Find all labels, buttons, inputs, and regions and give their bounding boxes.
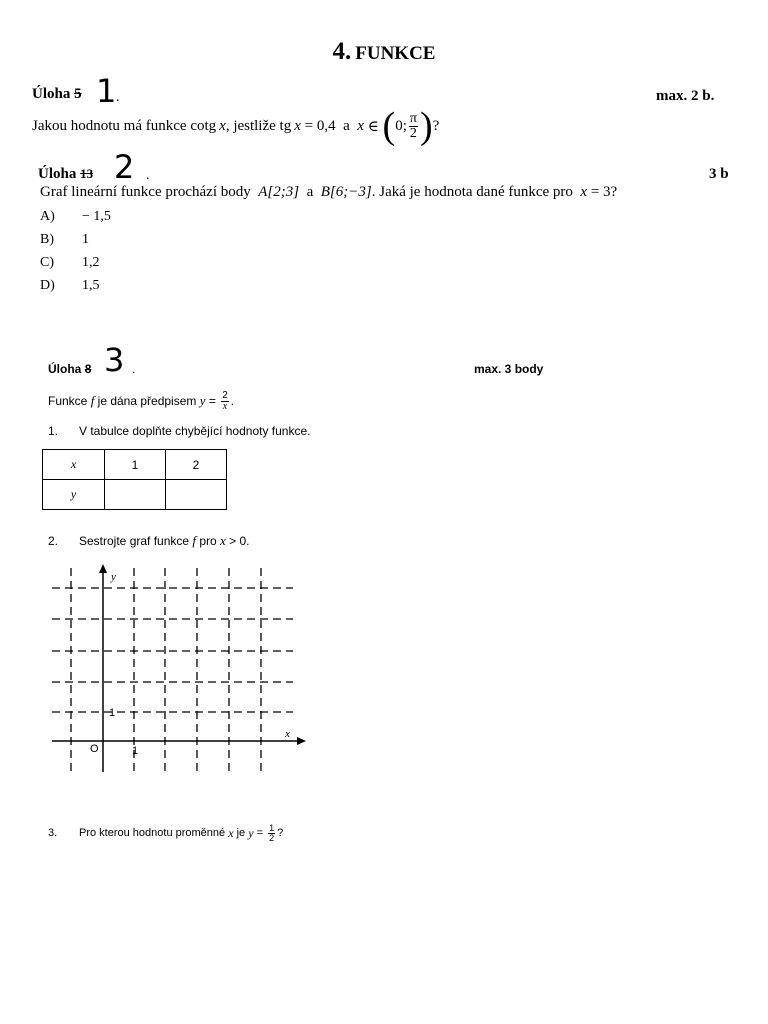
task1-q-x3: x <box>357 117 364 134</box>
sub3-frac-den: 2 <box>269 832 275 843</box>
title-number: 4. <box>332 38 352 65</box>
task1-points: max. 2 b. <box>656 88 715 104</box>
sub1-text: V tabulce doplňte chybějící hodnoty funkce. <box>79 424 311 438</box>
table-cell: 1 <box>105 450 166 480</box>
task2-q-a: Graf lineární funkce prochází body <box>40 184 259 200</box>
table-cell: x <box>43 450 105 480</box>
def-a: Funkce <box>48 394 91 408</box>
sub3-a: Pro kterou hodnotu proměnné <box>79 827 229 839</box>
task1-q-a: Jakou hodnotu má funkce <box>32 117 191 134</box>
task3-points: max. 3 body <box>474 362 544 376</box>
task2-q-d: = 3? <box>587 184 618 200</box>
task1-q-cot: cotg <box>190 117 217 134</box>
x-axis-arrow <box>297 737 306 745</box>
values-table <box>42 449 227 510</box>
def-den: x <box>222 400 228 412</box>
task2-dot: . <box>146 168 150 183</box>
option-letter: C) <box>40 255 54 270</box>
task2-heading <box>38 166 93 183</box>
option-value: 1,2 <box>82 255 100 270</box>
option-value: 1 <box>82 232 89 247</box>
task3-sub3 <box>48 818 283 848</box>
def-fraction <box>221 391 229 412</box>
sub2-c: > 0. <box>225 534 250 548</box>
option-letter: B) <box>40 232 54 247</box>
task2-q-x: x <box>580 184 588 200</box>
sub2-a: Sestrojte graf funkce <box>79 534 193 548</box>
task3-definition <box>48 385 234 417</box>
task3-handwritten-number: 3 <box>104 341 125 379</box>
task1-dot: . <box>116 90 120 105</box>
option-letter: A) <box>40 209 55 224</box>
task2-point-b: B[6;−3] <box>320 184 372 200</box>
task2-point-a: A[2;3] <box>258 184 300 200</box>
table-cell-input[interactable] <box>105 480 166 510</box>
def-eq: = <box>205 394 220 408</box>
task1-interval-open: ( <box>382 105 396 147</box>
task1-pi-half <box>409 112 418 141</box>
task2-struck-number: 13 <box>80 166 94 181</box>
sub3-x: x <box>228 825 234 840</box>
def-end: . <box>230 394 235 408</box>
task2-handwritten-number: 2 <box>114 148 135 186</box>
origin-label: O <box>90 743 99 755</box>
task2-option <box>40 232 89 248</box>
task1-pi: π <box>409 110 417 126</box>
coordinate-grid[interactable] <box>48 560 318 780</box>
sub1-number: 1. <box>48 424 59 438</box>
table-row <box>43 450 227 480</box>
task1-q-tg: tg <box>279 117 292 134</box>
sub3-end: ? <box>277 827 284 839</box>
task2-points: 3 b <box>709 166 729 182</box>
page-title <box>0 38 768 66</box>
horizontal-grid-lines <box>52 588 293 712</box>
sub2-x: x <box>220 533 226 548</box>
y-axis-label: y <box>111 571 116 583</box>
table-cell-input[interactable] <box>166 480 227 510</box>
table-cell: y <box>43 480 105 510</box>
task1-handwritten-number: 1 <box>96 72 117 110</box>
y-unit-label: 1 <box>109 707 116 719</box>
task2-q-c: . Jaká je hodnota dané funkce pro <box>371 184 581 200</box>
task3-sub1 <box>48 424 311 438</box>
task1-struck-number: 5 <box>74 86 82 102</box>
task3-sub2 <box>48 533 250 549</box>
def-y: y <box>199 393 206 408</box>
task1-question <box>32 104 439 148</box>
task1-q-c: = 0,4 a <box>300 117 358 134</box>
task1-two: 2 <box>409 125 417 141</box>
sub3-number: 3. <box>48 827 58 839</box>
task2-option <box>40 255 100 271</box>
def-f: f <box>90 393 95 408</box>
task1-interval-zero: 0; <box>395 117 407 134</box>
sub2-f: f <box>192 533 197 548</box>
option-letter: D) <box>40 278 55 293</box>
x-unit-label: 1 <box>132 745 139 757</box>
option-value: − 1,5 <box>82 209 111 224</box>
y-axis-arrow <box>99 564 107 573</box>
sub2-b: pro <box>196 534 221 548</box>
sub2-number: 2. <box>48 534 59 548</box>
task1-q-x2: x <box>294 117 301 134</box>
task3-dot: . <box>132 362 136 376</box>
task2-option <box>40 209 111 225</box>
sub3-b: je <box>233 827 249 839</box>
task2-q-b: a <box>299 184 321 200</box>
task1-interval-close: ) <box>419 105 433 147</box>
task1-q-x1: x <box>219 117 226 134</box>
task1-q-end: ? <box>432 117 440 134</box>
task2-option <box>40 278 100 294</box>
option-value: 1,5 <box>82 278 100 293</box>
task2-question <box>40 184 617 201</box>
sub3-y: y <box>248 825 254 840</box>
task3-label: Úloha <box>48 362 82 376</box>
sub3-fraction <box>268 824 275 843</box>
def-num: 2 <box>222 389 228 401</box>
table-row <box>43 480 227 510</box>
table-cell: 2 <box>166 450 227 480</box>
task2-label: Úloha <box>38 166 77 182</box>
def-b: je dána předpisem <box>94 394 200 408</box>
sub3-frac-num: 1 <box>269 822 275 833</box>
task3-struck-number: 8 <box>84 362 92 376</box>
task1-label: Úloha <box>32 86 71 102</box>
task1-q-b: , jestliže <box>225 117 280 134</box>
title-text: FUNKCE <box>355 43 436 64</box>
sub3-eq: = <box>253 827 267 839</box>
task1-heading <box>32 86 82 103</box>
task3-heading <box>48 362 91 376</box>
x-axis-label: x <box>285 728 290 740</box>
task1-q-in: ∈ <box>363 118 383 135</box>
